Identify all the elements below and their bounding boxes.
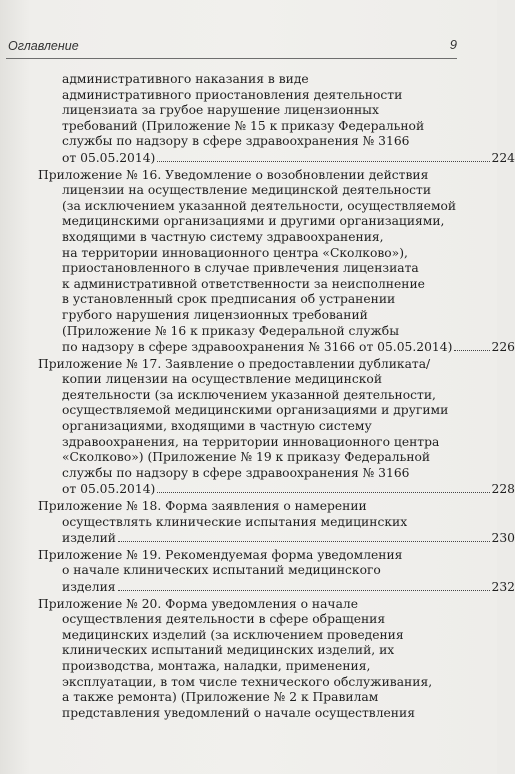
toc-entry[interactable] [0, 547, 515, 595]
toc-entry-title-line: Приложение № 17. Заявление о предоставлении дубликата/ [38, 356, 431, 371]
toc-entry-title-line: Приложение № 19. Рекомендуемая форма уведомления [38, 547, 403, 562]
toc-entry-continuation-line: о начале клинических испытаний медицинского [62, 563, 381, 578]
toc-entry-last-line [0, 579, 515, 595]
toc-entry-last-text: от 05.05.2014) [62, 150, 156, 165]
toc-entry[interactable] [0, 167, 515, 355]
dot-leader [454, 339, 489, 351]
toc-entry-last-line [0, 530, 515, 546]
toc-entry-continuation-line: службы по надзору в сфере здравоохранения № 3166 [62, 134, 410, 149]
page-header [6, 30, 457, 59]
toc-entry-continuation-line: приостановленного в случае привлечения лицензиата [62, 261, 419, 276]
toc-entry-continuation-line: лицензиата за грубое нарушение лицензионных [62, 103, 379, 118]
toc-entry-continuation-line: клинических испытаний медицинских изделий, их [62, 643, 395, 658]
toc-entry-continuation-line: на территории инновационного центра «Сколково»), [62, 245, 408, 260]
dot-leader [118, 579, 490, 591]
table-of-contents [0, 72, 515, 723]
toc-entry-last-line [0, 150, 515, 166]
toc-entry[interactable] [0, 499, 515, 546]
toc-entry-continuation-line: лицензии на осуществление медицинской деятельности [62, 183, 432, 198]
toc-entry[interactable] [0, 72, 515, 166]
toc-page-number: 228 [491, 482, 515, 497]
toc-entry-title-line: Приложение № 18. Форма заявления о намерении [38, 499, 367, 514]
toc-entry-last-line [0, 481, 515, 497]
running-head: Оглавление [8, 39, 79, 53]
toc-entry-continuation-line: представления уведомлений о начале осуществления [62, 705, 415, 720]
toc-entry-title-line: Приложение № 20. Форма уведомления о начале [38, 596, 358, 611]
toc-entry-continuation-line: копии лицензии на осуществление медицинской [62, 372, 383, 387]
toc-page-number: 232 [491, 580, 515, 594]
toc-entry-continuation-line: административного приостановления деятельности [62, 87, 403, 102]
toc-entry-continuation-line: а также ремонта) (Приложение № 2 к Правилам [62, 690, 379, 705]
toc-entry[interactable] [0, 597, 497, 722]
toc-entry-continuation-line: осуществляемой медицинскими организациями и другими [62, 403, 449, 418]
toc-entry-continuation-line: эксплуатации, в том числе технического обслуживания, [62, 674, 433, 689]
toc-page-number: 224 [491, 150, 515, 165]
toc-entry-continuation-line: «Сколково») (Приложение № 19 к приказу Федеральной [62, 450, 431, 465]
toc-entry-last-text: изделия [62, 580, 116, 594]
toc-entry-continuation-line: (Приложение № 16 к приказу Федеральной службы [62, 323, 399, 338]
toc-entry-continuation-line: осуществлять клинические испытания медицинских [62, 514, 408, 529]
toc-entry-last-text: изделий [62, 531, 116, 546]
toc-entry-last-text: по надзору в сфере здравоохранения № 3166 от 05.05.2014) [62, 340, 453, 355]
toc-entry-continuation-line: медицинских изделий (за исключением проведения [62, 627, 404, 642]
toc-entry-continuation-line: требований (Приложение № 15 к приказу Федеральной [62, 118, 425, 133]
toc-entry-continuation-line: к административной ответственности за неисполнение [62, 276, 425, 291]
toc-entry-continuation-line: грубого нарушения лицензионных требований [62, 307, 368, 322]
toc-entry-continuation-line: осуществления деятельности в сфере обращения [62, 612, 386, 627]
toc-page-number: 226 [491, 340, 515, 355]
toc-entry-continuation-line: входящими в частную систему здравоохранения, [62, 229, 384, 244]
toc-entry-continuation-line: службы по надзору в сфере здравоохранения № 3166 [62, 465, 410, 480]
toc-entry-continuation-line: медицинскими организациями и другими организациями, [62, 214, 445, 229]
dot-leader [157, 150, 489, 162]
toc-entry-continuation-line: организациями, входящими в частную систему [62, 419, 372, 434]
toc-entry-title-line: Приложение № 16. Уведомление о возобновлении действия [38, 167, 429, 182]
toc-entry-continuation-line: в установленный срок предписания об устранении [62, 292, 396, 307]
toc-entry-continuation-line: производства, монтажа, наладки, применения, [62, 658, 371, 673]
toc-entry-last-line [0, 339, 515, 355]
toc-entry-continuation-line: административного наказания в виде [62, 72, 309, 86]
toc-entry-continuation-line: (за исключением указанной деятельности, осуществляемой [62, 198, 457, 213]
toc-entry-continuation-line: здравоохранения, на территории инновационного центра [62, 434, 440, 449]
dot-leader [157, 481, 489, 493]
toc-page-number: 230 [491, 531, 515, 546]
page-number: 9 [449, 37, 457, 52]
toc-entry-last-text: от 05.05.2014) [62, 482, 156, 497]
toc-entry[interactable] [0, 356, 515, 497]
toc-entry-continuation-line: деятельности (за исключением указанной деятельности, [62, 387, 436, 402]
dot-leader [118, 530, 490, 542]
